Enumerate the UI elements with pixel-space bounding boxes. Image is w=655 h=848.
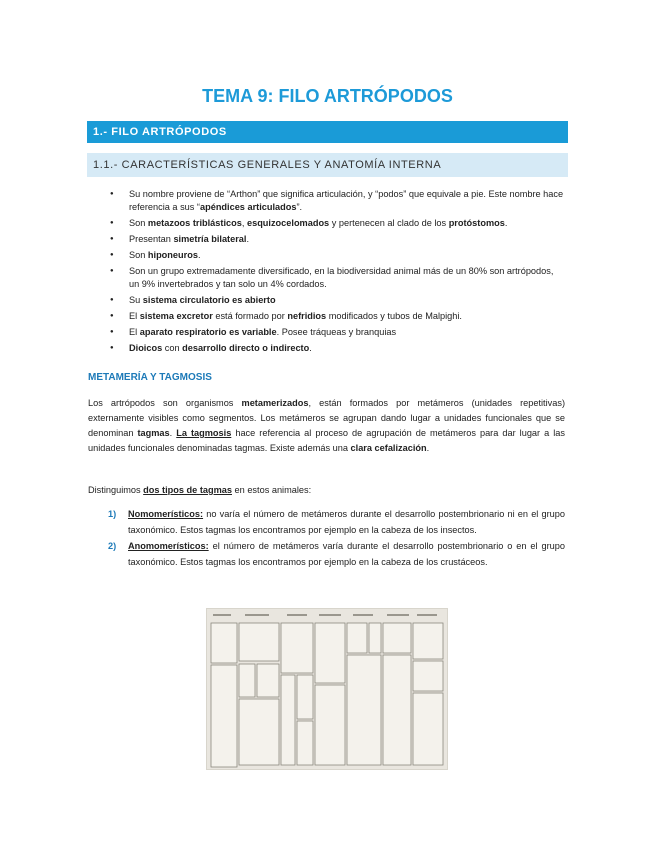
list-item: ● Presentan simetría bilateral.: [110, 233, 565, 246]
list-item: ● Son hiponeuros.: [110, 249, 565, 262]
list-item: 1) Nomomerísticos: no varía el número de metámeros durante el desarrollo postembrionario ni en el grupo taxonómico. Estos tagmas los encontramos por ejemplo en la cabeza de los insectos.: [108, 509, 565, 535]
tagma-types-list: [108, 507, 565, 571]
characteristics-list: [110, 188, 565, 358]
list-item: ● Dioicos con desarrollo directo o indirecto.: [110, 342, 565, 355]
section-heading-1: 1.- FILO ARTRÓPODOS: [87, 121, 568, 143]
list-item: ● Su sistema circulatorio es abierto: [110, 294, 565, 307]
list-item: ● Su nombre proviene de “Arthon” que significa articulación, y “podos” que equivale a pie. Este nombre hace referencia a sus “apéndices articulados”.: [110, 188, 565, 214]
subheading-metameria: METAMERÍA Y TAGMOSIS: [88, 372, 212, 383]
tagmosis-diagram-image: [206, 608, 448, 770]
list-item: 2) Anomomerísticos: el número de metámeros varía durante el desarrollo postembrionario o en el grupo taxonómico. Estos tagmas los encontramos por ejemplo en la cabeza de los crustáceos.: [108, 541, 565, 567]
paragraph-metameria: Los artrópodos son organismos metamerizados, están formados por metámeros (unidades repetitivas) externamente visibles como segmentos. Los metámeros se agrupan dando lugar a unidades funcionales que se denominan tagmas. La tagmosis hace referencia al proceso de agrupación de metámeros para dar lugar a las unidades funcionales denominadas tagmas. Existe además una clara cefalización.: [88, 398, 566, 453]
tagmosis-diagram-graphic: [207, 609, 447, 769]
list-item: ● Son metazoos triblásticos, esquizocelomados y pertenecen al clado de los protóstomos.: [110, 217, 565, 230]
paragraph-tagma-types: Distinguimos dos tipos de tagmas en estos animales:: [88, 485, 312, 495]
list-item: ● El sistema excretor está formado por nefridios modificados y tubos de Malpighi.: [110, 310, 565, 323]
list-item: ● Son un grupo extremadamente diversificado, en la biodiversidad animal más de un 80% son artrópodos, un 9% invertebrados y tan solo un 4% cordados.: [110, 265, 565, 291]
list-item: ● El aparato respiratorio es variable. Posee tráqueas y branquias: [110, 326, 565, 339]
page-title: TEMA 9: FILO ARTRÓPODOS: [202, 86, 453, 106]
section-heading-1-1: 1.1.- CARACTERÍSTICAS GENERALES Y ANATOMÍA INTERNA: [87, 153, 568, 177]
